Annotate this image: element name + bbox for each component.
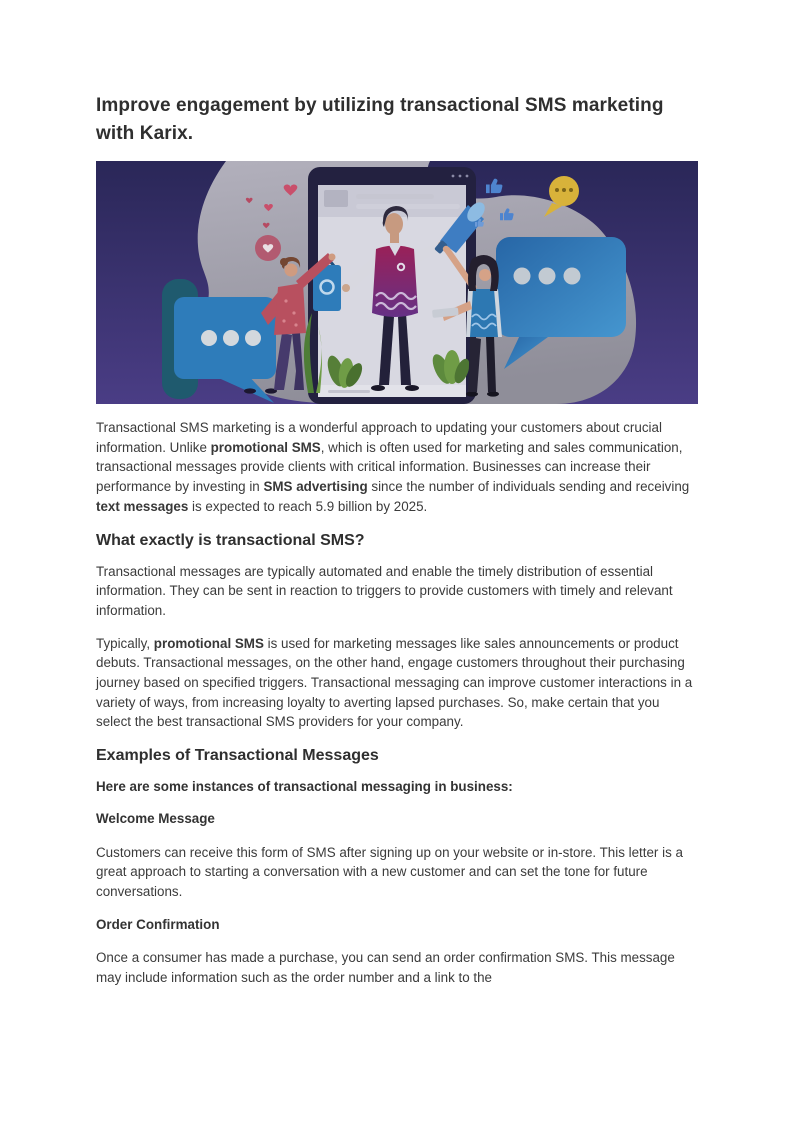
- text-run: is used for marketing messages like sales announcements or product debuts. Transactional messages, on the other hand, engage customers throughout their purchasing journey based on specified triggers. Transactional messaging can improve customer interactions in a variety of ways, from increasing loyalty to averting lapsed purchases. So, make certain that you select the best transactional SMS providers for your company.: [96, 635, 693, 730]
- bold-term-promotional-sms: promotional SMS: [153, 635, 264, 651]
- subheading-order-confirmation: Order Confirmation: [96, 916, 220, 932]
- hero-illustration: [96, 161, 698, 404]
- bold-term-sms-advertising: SMS advertising: [263, 479, 368, 495]
- section-heading-what-is-transactional-sms: What exactly is transactional SMS?: [96, 531, 365, 549]
- paragraph-typically: [96, 634, 698, 733]
- text-run: since the number of individuals sending and receiving: [367, 479, 690, 495]
- text-run: Transactional SMS marketing is a wonderful approach to updating your customers about crucial information. Unlike: [96, 420, 662, 455]
- text-run: Typically,: [96, 635, 154, 651]
- paragraph-welcome-message: Customers can receive this form of SMS after signing up on your website or in-store. This letter is a great approach to starting a conversation with a new customer and can set the tone for future conversations.: [96, 844, 683, 899]
- section-heading-examples: Examples of Transactional Messages: [96, 747, 379, 765]
- paragraph-intro: [96, 418, 698, 517]
- paragraph-transactional-definition: Transactional messages are typically automated and enable the timely distribution of essential information. They can be sent in reaction to triggers to provide customers with timely and relevant information.: [96, 563, 673, 618]
- bold-term-promotional-sms: promotional SMS: [210, 439, 321, 455]
- paragraph-order-confirmation: Once a consumer has made a purchase, you can send an order confirmation SMS. This message may include information such as the order number and a link to the: [96, 950, 675, 986]
- text-run: is expected to reach 5.9 billion by 2025.: [188, 498, 428, 514]
- subheading-welcome-message: Welcome Message: [96, 810, 215, 826]
- hero-illustration-svg: [96, 161, 698, 404]
- heart-badge-icon: [255, 235, 281, 261]
- bold-term-text-messages: text messages: [96, 498, 189, 514]
- text-run: , which is often used for marketing and sales communication, transactional messages provide clients with critical information. Businesses can increase their performance by investing in: [96, 439, 683, 495]
- examples-intro: Here are some instances of transactional messaging in business:: [96, 779, 513, 795]
- article-title: Improve engagement by utilizing transactional SMS marketing with Karix.: [96, 95, 664, 144]
